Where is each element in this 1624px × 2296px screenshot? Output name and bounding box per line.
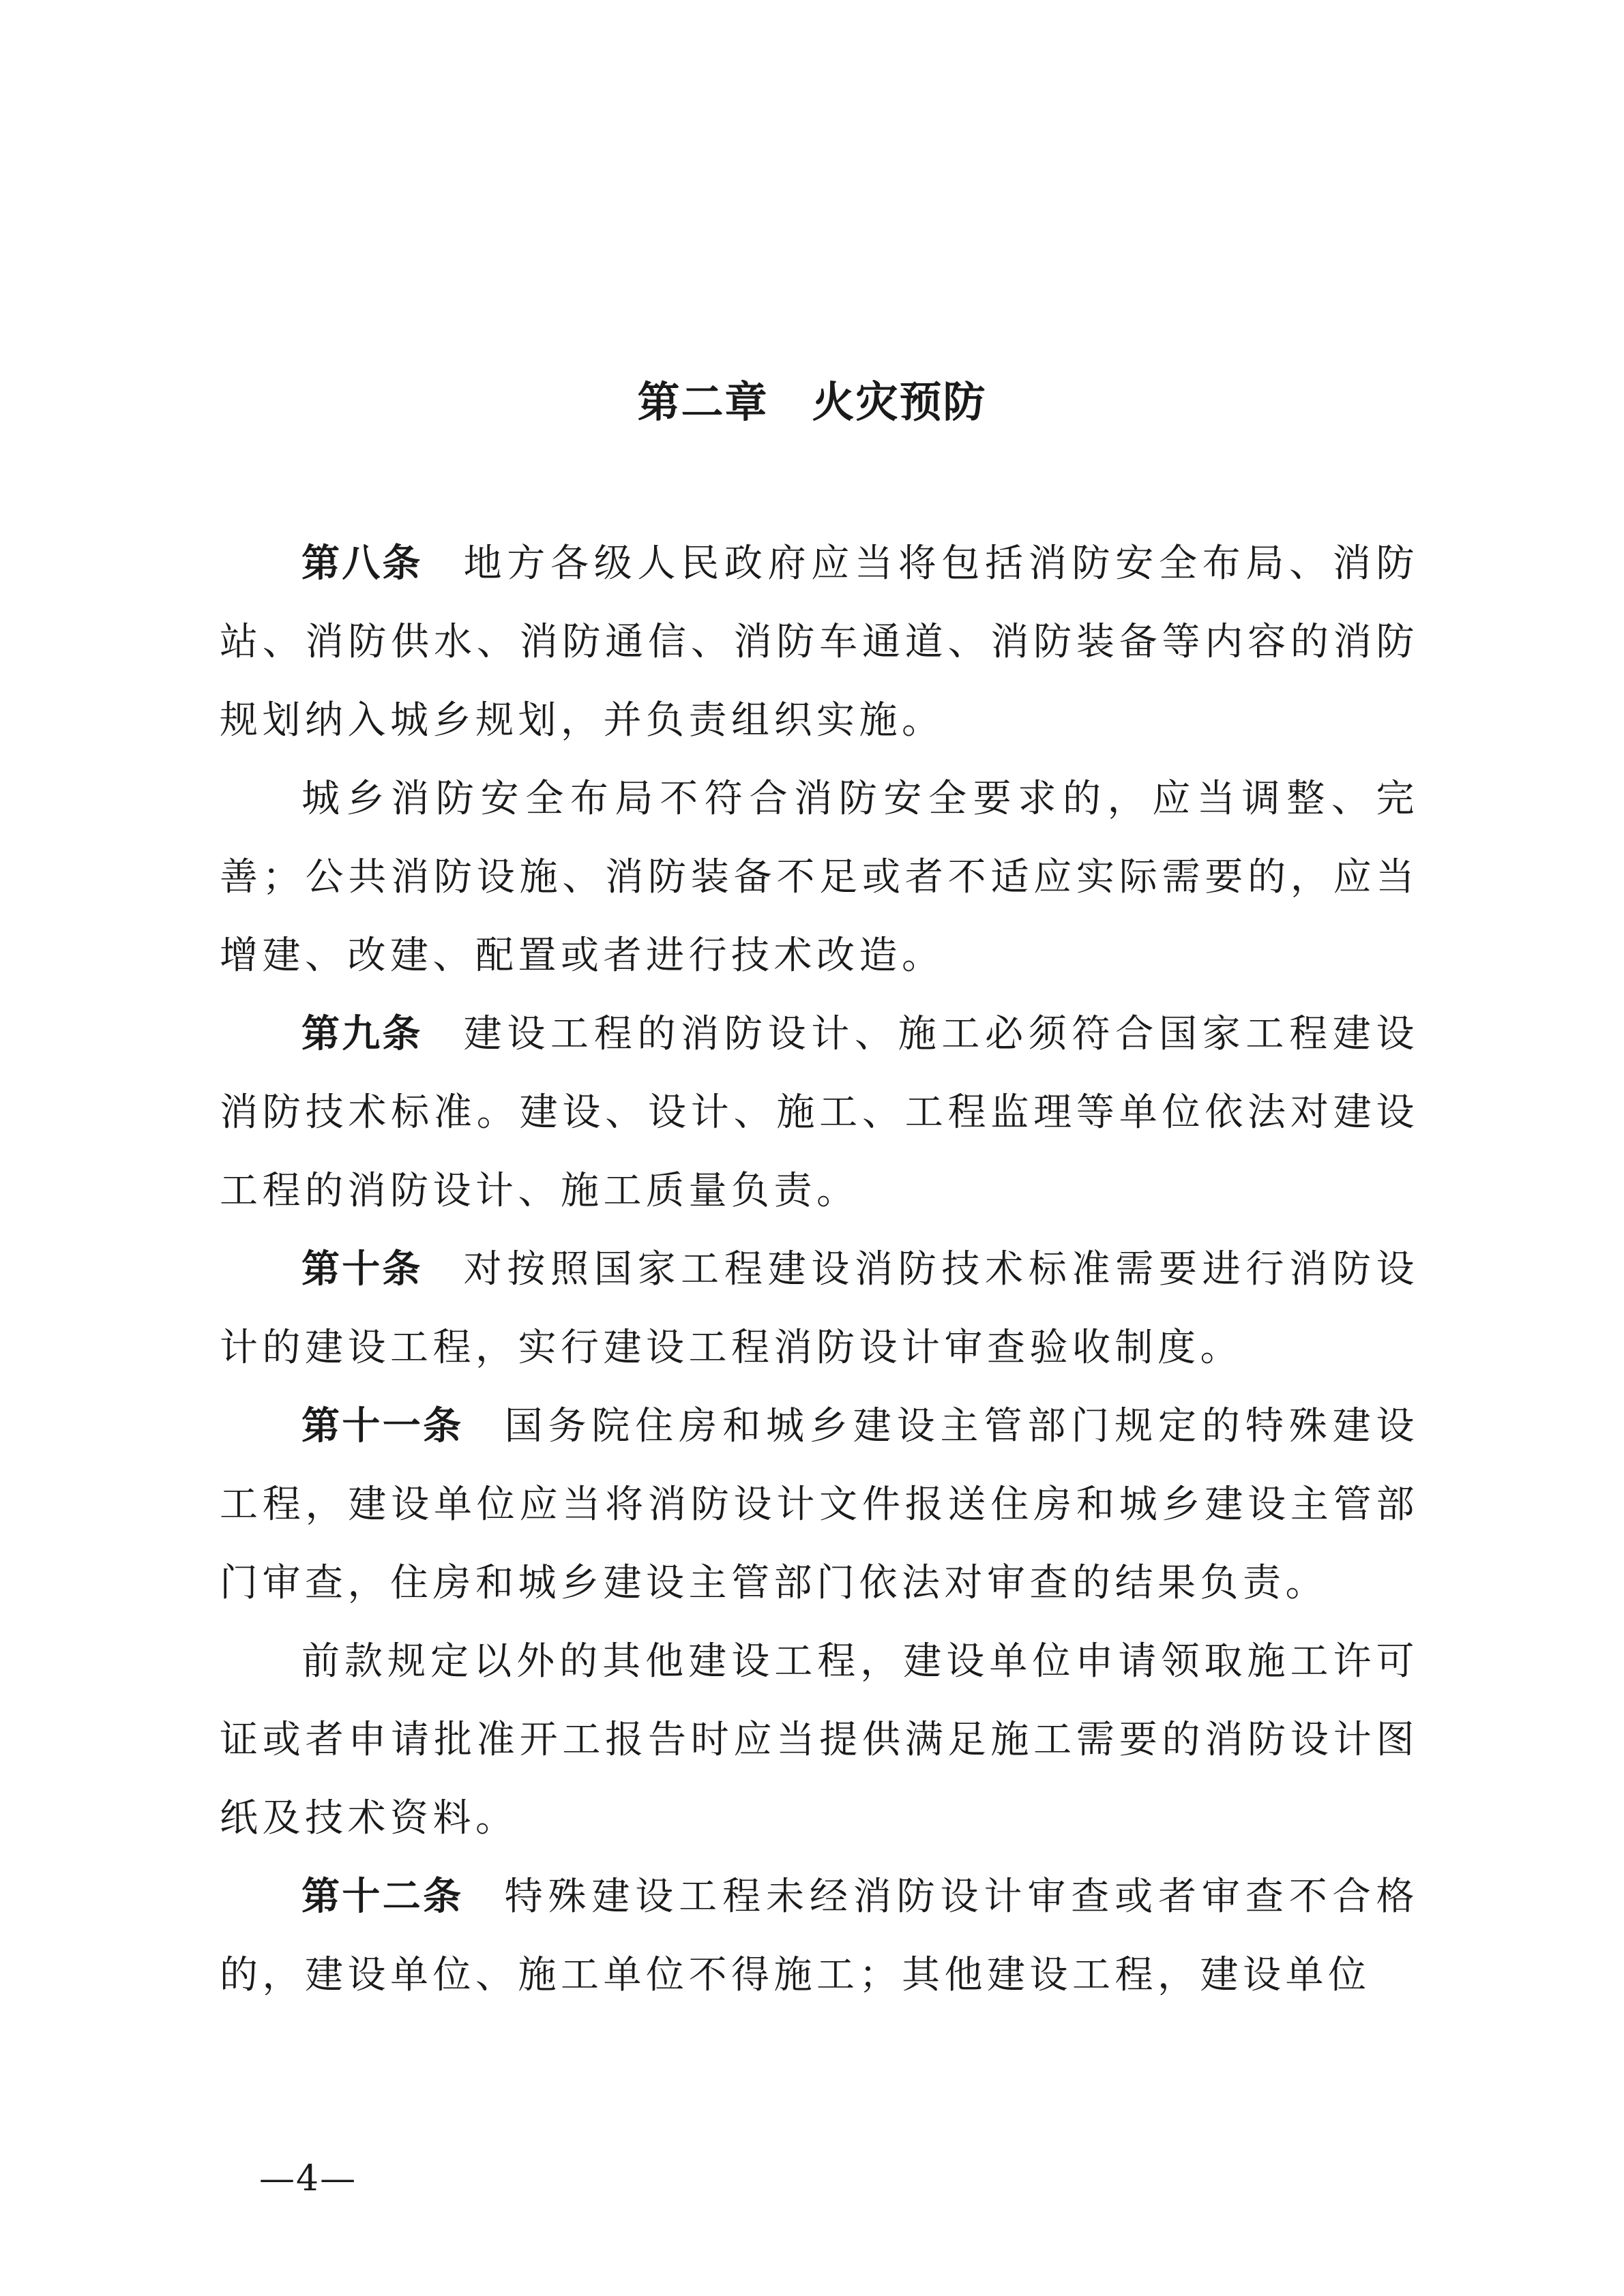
article-text: 特殊建设工程未经消防设计审查或者审查不合格的，建设单位、施工单位不得施工；其他建设工程，建设单位	[220, 1875, 1419, 1997]
article-number: 第八条	[301, 541, 423, 586]
article-text: 城乡消防安全布局不符合消防安全要求的，应当调整、完善；公共消防设施、消防装备不足或者不适应实际需要的，应当增建、改建、配置或者进行技术改造。	[220, 777, 1419, 978]
article-text: 对按照国家工程建设消防技术标准需要进行消防设计的建设工程，实行建设工程消防设计审查验收制度。	[220, 1247, 1419, 1370]
article-text: 国务院住房和城乡建设主管部门规定的特殊建设工程，建设单位应当将消防设计文件报送住房和城乡建设主管部门审查，住房和城乡建设主管部门依法对审查的结果负责。	[220, 1404, 1419, 1605]
article-number: 第九条	[301, 1012, 423, 1056]
article-11-second-paragraph	[220, 1622, 1419, 1858]
article-number: 第十一条	[301, 1404, 464, 1448]
article-11-paragraph	[220, 1387, 1419, 1622]
article-8-second-paragraph	[220, 760, 1419, 995]
article-text: 前款规定以外的其他建设工程，建设单位申请领取施工许可证或者申请批准开工报告时应当提供满足施工需要的消防设计图纸及技术资料。	[220, 1639, 1419, 1840]
article-12-paragraph	[220, 1858, 1419, 2014]
page-number: —4—	[259, 2158, 357, 2199]
body-text	[220, 524, 1419, 2014]
article-text: 地方各级人民政府应当将包括消防安全布局、消防站、消防供水、消防通信、消防车通道、消防装备等内容的消防规划纳入城乡规划，并负责组织实施。	[220, 541, 1419, 743]
article-9-paragraph	[220, 995, 1419, 1230]
article-8-paragraph	[220, 524, 1419, 760]
article-10-paragraph	[220, 1230, 1419, 1387]
article-number: 第十二条	[301, 1875, 464, 1919]
chapter-title: 第二章 火灾预防	[637, 377, 987, 427]
article-number: 第十条	[301, 1247, 423, 1292]
article-text: 建设工程的消防设计、施工必须符合国家工程建设消防技术标准。建设、设计、施工、工程监理等单位依法对建设工程的消防设计、施工质量负责。	[220, 1012, 1419, 1213]
